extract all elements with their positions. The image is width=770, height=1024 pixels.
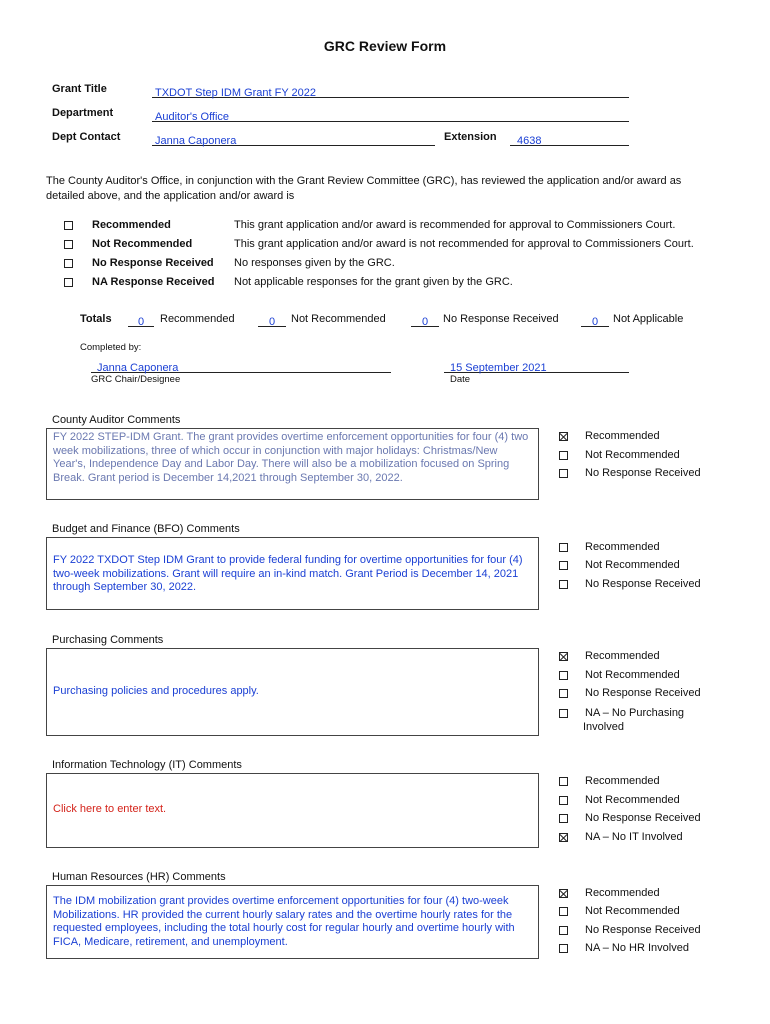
hr-na-checkbox[interactable] <box>559 944 568 953</box>
auditor-comments-heading: County Auditor Comments <box>52 414 181 426</box>
purchasing-comments-text: Purchasing policies and procedures apply. <box>53 685 259 697</box>
budget-recommended-checkbox[interactable] <box>559 543 568 552</box>
completed-by-label: Completed by: <box>80 342 142 353</box>
it-comments-text: Click here to enter text. <box>53 803 167 815</box>
it-no-response-checkbox[interactable] <box>559 814 568 823</box>
it-not-recommended-label: Not Recommended <box>585 794 680 806</box>
it-recommended-checkbox[interactable] <box>559 777 568 786</box>
completion-date-field[interactable] <box>444 358 629 373</box>
completed-by-field[interactable] <box>91 358 391 373</box>
budget-not-recommended-checkbox[interactable] <box>559 561 568 570</box>
budget-no-response-label: No Response Received <box>585 578 701 590</box>
purchasing-na-label: NA – No Purchasing <box>585 707 685 719</box>
totals-recommended-count: 0 <box>137 316 145 328</box>
status-no-response-checkbox[interactable] <box>64 259 73 268</box>
totals-recommended-field[interactable] <box>128 312 154 327</box>
status-recommended-checkbox[interactable] <box>64 221 73 230</box>
auditor-comments-text: FY 2022 STEP-IDM Grant. The grant provides overtime enforcement opportunities for four (4) two week mobilizations, three of which occur in conjunction with major holidays: Christmas/New Year's, Independence Day and Labor Day. There will also be a mobilization focused on Spring Break. Grant period is December 14,2021 through September 30, 2022. <box>53 431 529 484</box>
it-no-response-label: No Response Received <box>585 812 701 824</box>
purchasing-recommended-checkbox[interactable] <box>559 652 568 661</box>
completion-date: 15 September 2021 <box>450 362 547 374</box>
auditor-not-recommended-label: Not Recommended <box>585 449 680 461</box>
grant-title-value: TXDOT Step IDM Grant FY 2022 <box>155 87 316 99</box>
totals-not-recommended-field[interactable] <box>258 312 286 327</box>
it-not-recommended-checkbox[interactable] <box>559 796 568 805</box>
hr-na-label: NA – No HR Involved <box>585 942 689 954</box>
hr-no-response-label: No Response Received <box>585 924 701 936</box>
it-recommended-label: Recommended <box>585 775 660 787</box>
budget-not-recommended-label: Not Recommended <box>585 559 680 571</box>
grant-title-field[interactable] <box>152 83 629 98</box>
it-comments-heading: Information Technology (IT) Comments <box>52 759 242 771</box>
status-na-response-desc: Not applicable responses for the grant given by the GRC. <box>234 276 513 288</box>
totals-recommended-label: Recommended <box>160 313 235 325</box>
status-not-recommended-checkbox[interactable] <box>64 240 73 249</box>
hr-comments-heading: Human Resources (HR) Comments <box>52 871 226 883</box>
purchasing-comments-box[interactable] <box>46 648 539 736</box>
status-na-response-checkbox[interactable] <box>64 278 73 287</box>
dept-contact-field[interactable] <box>152 131 435 146</box>
purchasing-na-label-cont: Involved <box>583 721 624 733</box>
completed-by-caption: GRC Chair/Designee <box>91 374 181 385</box>
status-not-recommended-label: Not Recommended <box>92 238 193 250</box>
auditor-recommended-checkbox[interactable] <box>559 432 568 441</box>
auditor-comments-box[interactable] <box>46 428 539 500</box>
extension-value: 4638 <box>517 135 542 147</box>
totals-no-response-field[interactable] <box>411 312 439 327</box>
it-na-checkbox[interactable] <box>559 833 568 842</box>
totals-not-recommended-count: 0 <box>268 316 276 328</box>
purchasing-recommended-label: Recommended <box>585 650 660 662</box>
purchasing-na-checkbox[interactable] <box>559 709 568 718</box>
purchasing-not-recommended-label: Not Recommended <box>585 669 680 681</box>
hr-recommended-label: Recommended <box>585 887 660 899</box>
grant-title-label: Grant Title <box>52 83 107 95</box>
totals-no-response-label: No Response Received <box>443 313 559 325</box>
hr-comments-box[interactable] <box>46 885 539 959</box>
status-na-response-label: NA Response Received <box>92 276 215 288</box>
budget-recommended-label: Recommended <box>585 541 660 553</box>
it-comments-box[interactable] <box>46 773 539 848</box>
purchasing-no-response-checkbox[interactable] <box>559 689 568 698</box>
budget-comments-heading: Budget and Finance (BFO) Comments <box>52 523 240 535</box>
department-value: Auditor's Office <box>155 111 230 123</box>
status-recommended-desc: This grant application and/or award is recommended for approval to Commissioners Court. <box>234 219 676 231</box>
extension-label: Extension <box>444 131 497 143</box>
totals-not-applicable-label: Not Applicable <box>613 313 684 325</box>
totals-not-recommended-label: Not Recommended <box>291 313 386 325</box>
purchasing-comments-heading: Purchasing Comments <box>52 634 164 646</box>
totals-not-applicable-field[interactable] <box>581 312 609 327</box>
status-no-response-label: No Response Received <box>92 257 214 269</box>
form-title: GRC Review Form <box>323 38 447 54</box>
completed-by-name: Janna Caponera <box>97 362 179 374</box>
auditor-no-response-label: No Response Received <box>585 467 701 479</box>
auditor-no-response-checkbox[interactable] <box>559 469 568 478</box>
hr-recommended-checkbox[interactable] <box>559 889 568 898</box>
hr-comments-text: The IDM mobilization grant provides overtime enforcement opportunities for four (4) two-week Mobilizations. HR provided the current hourly salary rates and the overtime hourly rates for the requested employees, including the total hourly cost for regular hourly and overtime hourly with FICA, Medicare, retirement, and unemployment. <box>53 895 515 948</box>
department-label: Department <box>52 107 114 119</box>
totals-no-response-count: 0 <box>421 316 429 328</box>
it-na-label: NA – No IT Involved <box>585 831 683 843</box>
status-no-response-desc: No responses given by the GRC. <box>234 257 395 269</box>
purchasing-not-recommended-checkbox[interactable] <box>559 671 568 680</box>
completion-date-caption: Date <box>450 374 471 385</box>
purchasing-no-response-label: No Response Received <box>585 687 701 699</box>
dept-contact-value: Janna Caponera <box>155 135 237 147</box>
hr-no-response-checkbox[interactable] <box>559 926 568 935</box>
extension-field[interactable] <box>510 131 629 146</box>
budget-comments-text: FY 2022 TXDOT Step IDM Grant to provide federal funding for overtime opportunities for four (4) two-week mobilizations. Grant will require an in-kind match. Grant Period is December 14, 2021 through September 30, 2022. <box>53 554 523 593</box>
hr-not-recommended-checkbox[interactable] <box>559 907 568 916</box>
totals-not-applicable-count: 0 <box>591 316 599 328</box>
auditor-recommended-label: Recommended <box>585 430 660 442</box>
budget-comments-box[interactable] <box>46 537 539 610</box>
department-field[interactable] <box>152 107 629 122</box>
hr-not-recommended-label: Not Recommended <box>585 905 680 917</box>
intro-paragraph: The County Auditor's Office, in conjunction with the Grant Review Committee (GRC), has reviewed the application and/or award as detailed above, and the application and/or award is <box>46 175 682 202</box>
budget-no-response-checkbox[interactable] <box>559 580 568 589</box>
dept-contact-label: Dept Contact <box>52 131 121 143</box>
status-recommended-label: Recommended <box>92 219 171 231</box>
totals-label: Totals <box>80 313 112 325</box>
status-not-recommended-desc: This grant application and/or award is not recommended for approval to Commissioners Court. <box>234 238 694 250</box>
auditor-not-recommended-checkbox[interactable] <box>559 451 568 460</box>
